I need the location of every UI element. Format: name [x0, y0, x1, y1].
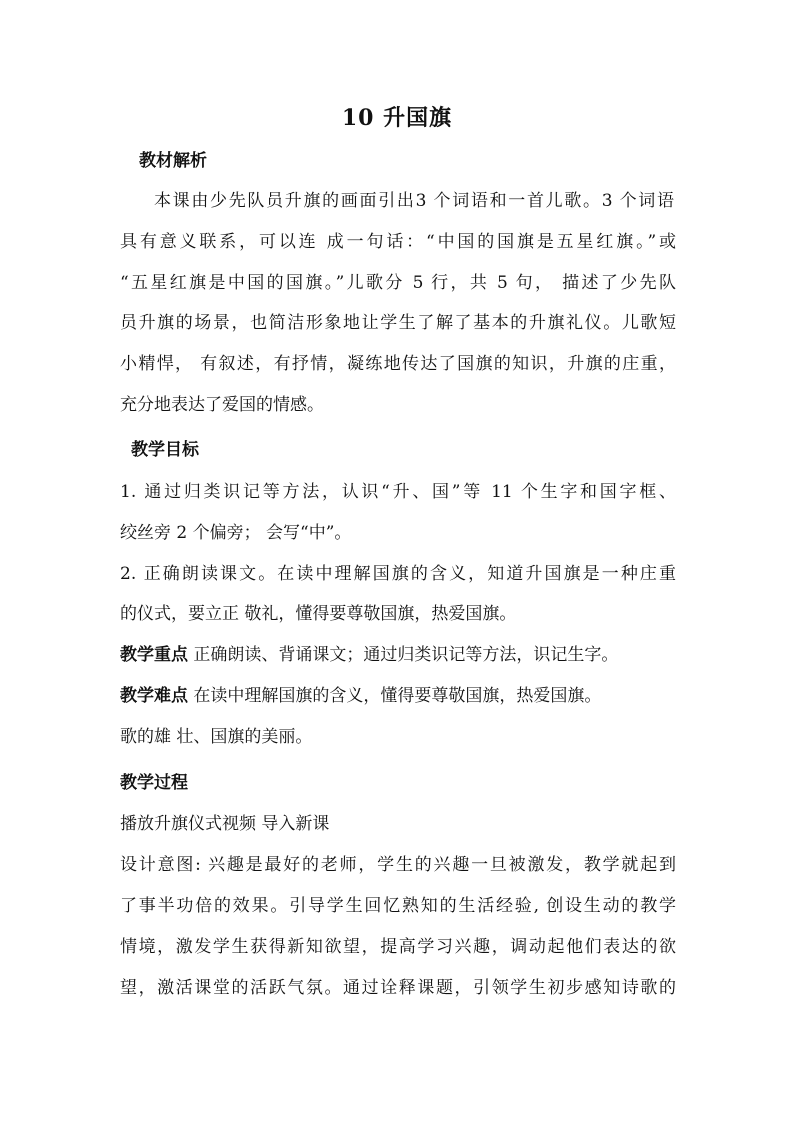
section-heading-process: 教学过程	[120, 773, 188, 793]
key-point-line	[120, 643, 618, 667]
difficulty-continuation: 歌的雄 壮、国旗的美丽。	[120, 727, 313, 747]
difficulty-line	[120, 684, 601, 708]
section-heading-goals: 教学目标	[131, 440, 199, 460]
paragraph-line: 员升旗的场景，也简洁形象地让学生了解了基本的升旗礼仪。儿歌短	[120, 313, 676, 333]
difficulty-text: 在读中理解国旗的含义，懂得要尊敬国旗，热爱国旗。	[188, 686, 602, 706]
paragraph-line: 具有意义联系，可以连 成一句话：“中国的国旗是五星红旗。”或	[120, 232, 676, 252]
process-step: 播放升旗仪式视频 导入新课	[120, 814, 330, 834]
goal-line: 的仪式，要立正 敬礼，懂得要尊敬国旗，热爱国旗。	[120, 604, 517, 624]
paragraph-line: “五星红旗是中国的国旗。”儿歌分 5 行，共 5 句， 描述了少先队	[120, 273, 676, 293]
design-intent-line: 了事半功倍的效果。引导学生回忆熟知的生活经验, 创设生动的教学	[120, 896, 676, 916]
section-heading-analysis: 教材解析	[139, 151, 207, 171]
design-intent-line: 望，激活课堂的活跃气氛。通过诠释课题，引领学生初步感知诗歌的	[120, 978, 676, 998]
design-intent-line: 设计意图: 兴趣是最好的老师，学生的兴趣一旦被激发，教学就起到	[120, 855, 676, 875]
paragraph-line: 充分地表达了爱国的情感。	[120, 395, 324, 415]
goal-line: 绞丝旁 2 个偏旁； 会写“中”。	[120, 523, 352, 543]
goal-line: 2. 正确朗读课文。在读中理解国旗的含义，知道升国旗是一种庄重	[120, 564, 676, 584]
design-intent-line: 情境，激发学生获得新知欲望，提高学习兴趣，调动起他们表达的欲	[120, 937, 676, 957]
page-title: 10 升国旗	[341, 105, 453, 131]
paragraph-line: 小精悍， 有叙述，有抒情，凝练地传达了国旗的知识，升旗的庄重，	[120, 354, 676, 374]
goal-line: 1. 通过归类识记等方法，认识“升、国”等 11 个生字和国字框、	[120, 482, 676, 502]
key-point-text: 正确朗读、背诵课文；通过归类识记等方法，识记生字。	[188, 645, 619, 665]
difficulty-label: 教学难点	[120, 686, 188, 706]
paragraph-line: 本课由少先队员升旗的画面引出3 个词语和一首儿歌。3 个词语	[154, 191, 674, 211]
key-point-label: 教学重点	[120, 645, 188, 665]
